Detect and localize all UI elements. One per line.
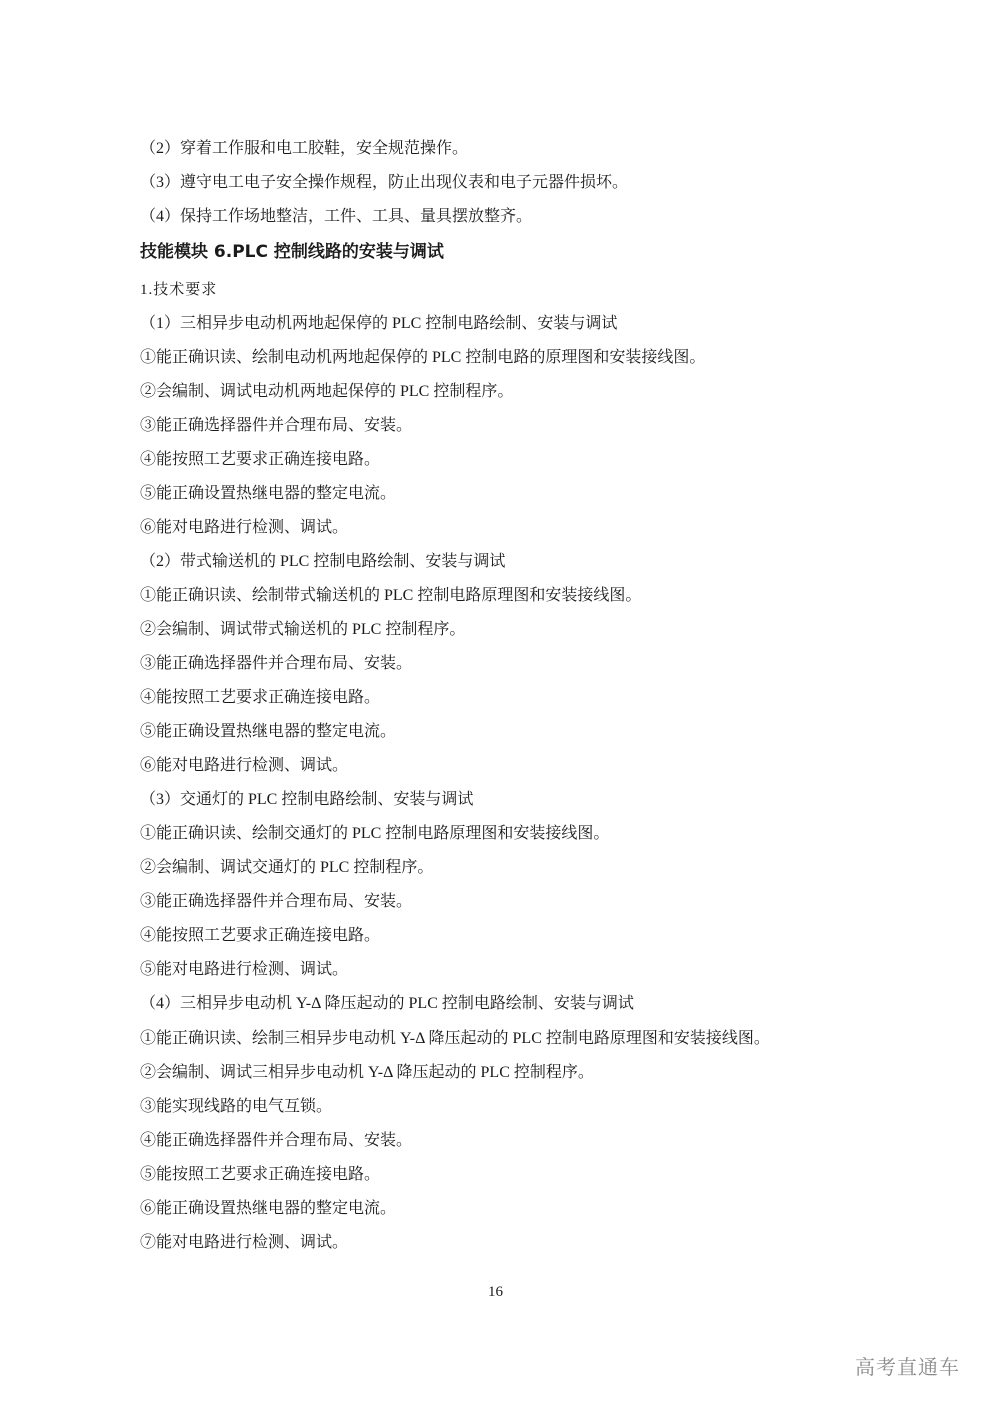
intro-item: （3）遵守电工电子安全操作规程，防止出现仪表和电子元器件损坏。 xyxy=(140,174,629,191)
watermark: 高考直通车 xyxy=(855,1355,960,1379)
list-item: ⑤能正确设置热继电器的整定电流。 xyxy=(140,723,397,740)
list-item: ①能正确识读、绘制三相异步电动机 Y-Δ 降压起动的 PLC 控制电路原理图和安装接线图。 xyxy=(140,1030,770,1047)
list-item: ④能按照工艺要求正确连接电路。 xyxy=(140,451,381,468)
list-item: ③能正确选择器件并合理布局、安装。 xyxy=(140,893,413,910)
list-item: ⑤能正确设置热继电器的整定电流。 xyxy=(140,485,397,502)
list-item: ⑥能对电路进行检测、调试。 xyxy=(140,519,349,536)
section-title: 1.技术要求 xyxy=(140,282,218,298)
list-item: ②会编制、调试三相异步电动机 Y-Δ 降压起动的 PLC 控制程序。 xyxy=(140,1064,594,1081)
subsection-title: （1）三相异步电动机两地起保停的 PLC 控制电路绘制、安装与调试 xyxy=(140,315,618,332)
list-item: ②会编制、调试交通灯的 PLC 控制程序。 xyxy=(140,859,434,876)
list-item: ③能实现线路的电气互锁。 xyxy=(140,1098,333,1115)
list-item: ⑤能按照工艺要求正确连接电路。 xyxy=(140,1166,381,1183)
intro-item: （4）保持工作场地整洁，工件、工具、量具摆放整齐。 xyxy=(140,208,533,225)
subsection-title: （3）交通灯的 PLC 控制电路绘制、安装与调试 xyxy=(140,791,474,808)
page-number: 16 xyxy=(488,1284,503,1300)
list-item: ①能正确识读、绘制带式输送机的 PLC 控制电路原理图和安装接线图。 xyxy=(140,587,642,604)
list-item: ⑥能对电路进行检测、调试。 xyxy=(140,757,349,774)
module-heading: 技能模块 6.PLC 控制线路的安装与调试 xyxy=(140,242,444,262)
list-item: ⑥能正确设置热继电器的整定电流。 xyxy=(140,1200,397,1217)
list-item: ③能正确选择器件并合理布局、安装。 xyxy=(140,655,413,672)
list-item: ②会编制、调试电动机两地起保停的 PLC 控制程序。 xyxy=(140,383,514,400)
list-item: ④能按照工艺要求正确连接电路。 xyxy=(140,689,381,706)
list-item: ①能正确识读、绘制电动机两地起保停的 PLC 控制电路的原理图和安装接线图。 xyxy=(140,349,706,366)
subsection-title: （2）带式输送机的 PLC 控制电路绘制、安装与调试 xyxy=(140,553,506,570)
list-item: ⑦能对电路进行检测、调试。 xyxy=(140,1234,349,1251)
list-item: ⑤能对电路进行检测、调试。 xyxy=(140,961,349,978)
list-item: ③能正确选择器件并合理布局、安装。 xyxy=(140,417,413,434)
list-item: ①能正确识读、绘制交通灯的 PLC 控制电路原理图和安装接线图。 xyxy=(140,825,610,842)
intro-item: （2）穿着工作服和电工胶鞋，安全规范操作。 xyxy=(140,140,469,157)
list-item: ②会编制、调试带式输送机的 PLC 控制程序。 xyxy=(140,621,466,638)
list-item: ④能按照工艺要求正确连接电路。 xyxy=(140,927,381,944)
subsection-title: （4）三相异步电动机 Y-Δ 降压起动的 PLC 控制电路绘制、安装与调试 xyxy=(140,995,634,1012)
list-item: ④能正确选择器件并合理布局、安装。 xyxy=(140,1132,413,1149)
